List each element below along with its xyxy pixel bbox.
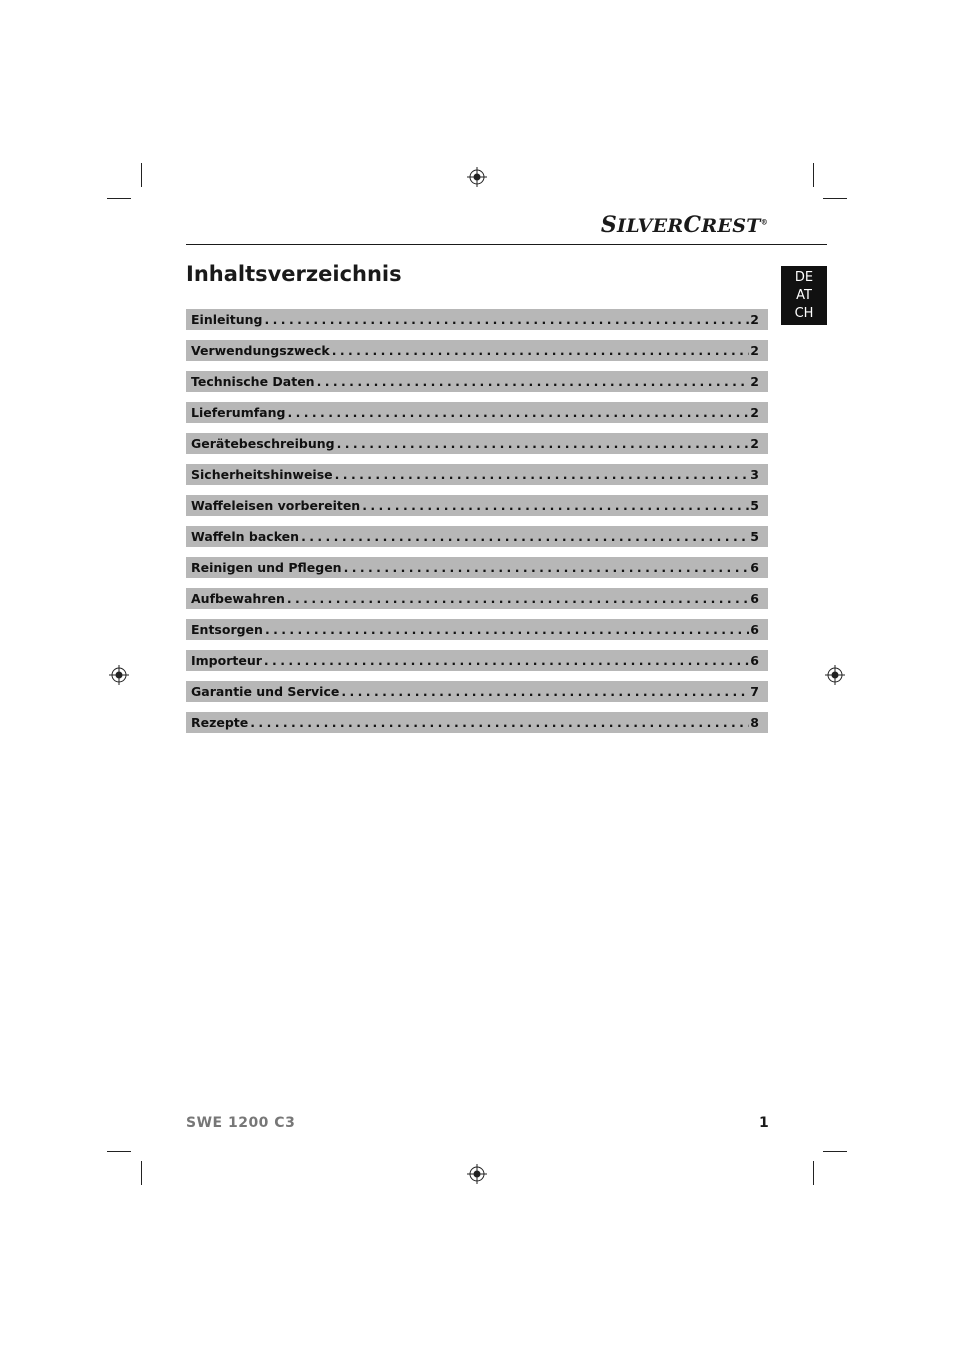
toc-entry-page: 2 [750, 405, 759, 420]
toc-entry-label: Verwendungszweck [191, 343, 330, 358]
crop-mark-top-right-horizontal [823, 198, 847, 199]
toc-entry-label: Technische Daten [191, 374, 315, 389]
toc-entry-page: 3 [750, 467, 759, 482]
toc-leader-dots [287, 591, 749, 606]
toc-entry-lieferumfang[interactable] [186, 402, 768, 423]
registration-mark-top-icon [467, 167, 487, 187]
toc-entry-label: Importeur [191, 653, 262, 668]
footer-model-number: SWE 1200 C3 [186, 1115, 296, 1131]
toc-leader-dots [265, 622, 749, 637]
toc-entry-label: Reinigen und Pflegen [191, 560, 342, 575]
toc-entry-label: Rezepte [191, 715, 249, 730]
toc-entry-einleitung[interactable] [186, 309, 768, 330]
crop-mark-top-left-vertical [141, 163, 142, 187]
toc-entry-reinigen-und-pflegen[interactable] [186, 557, 768, 578]
toc-leader-dots [344, 560, 750, 575]
crop-mark-bottom-left-horizontal [107, 1151, 131, 1152]
toc-leader-dots [335, 467, 750, 482]
toc-entry-page: 6 [750, 591, 759, 606]
toc-entry-page: 2 [750, 312, 759, 327]
toc-leader-dots [341, 684, 749, 699]
language-tab [781, 266, 827, 325]
toc-entry-page: 5 [750, 529, 759, 544]
toc-entry-geraetebeschreibung[interactable] [186, 433, 768, 454]
toc-entry-page: 2 [750, 436, 759, 451]
toc-entry-sicherheitshinweise[interactable] [186, 464, 768, 485]
toc-entry-label: Waffeleisen vorbereiten [191, 498, 361, 513]
toc-entry-page: 5 [750, 498, 759, 513]
table-of-contents [186, 309, 768, 743]
toc-entry-aufbewahren[interactable] [186, 588, 768, 609]
toc-entry-waffeln-backen[interactable] [186, 526, 768, 547]
toc-leader-dots [264, 653, 749, 668]
toc-leader-dots [301, 529, 749, 544]
toc-entry-label: Lieferumfang [191, 405, 286, 420]
toc-entry-page: 7 [750, 684, 759, 699]
toc-entry-page: 6 [750, 653, 759, 668]
crop-mark-bottom-right-vertical [813, 1161, 814, 1185]
toc-leader-dots [362, 498, 749, 513]
toc-entry-page: 6 [750, 560, 759, 575]
toc-entry-label: Gerätebeschreibung [191, 436, 335, 451]
toc-leader-dots [265, 312, 750, 327]
crop-mark-top-right-vertical [813, 163, 814, 187]
crop-mark-top-left-horizontal [107, 198, 131, 199]
toc-entry-label: Sicherheitshinweise [191, 467, 333, 482]
toc-entry-page: 2 [750, 374, 759, 389]
toc-entry-label: Entsorgen [191, 622, 263, 637]
language-code: DE [794, 269, 814, 285]
toc-entry-page: 8 [750, 715, 759, 730]
toc-leader-dots [332, 343, 750, 358]
toc-entry-importeur[interactable] [186, 650, 768, 671]
toc-entry-label: Einleitung [191, 312, 263, 327]
toc-entry-label: Garantie und Service [191, 684, 340, 699]
toc-entry-verwendungszweck[interactable] [186, 340, 768, 361]
toc-entry-page: 6 [750, 622, 759, 637]
language-code: CH [794, 305, 814, 321]
toc-entry-rezepte[interactable] [186, 712, 768, 733]
toc-leader-dots [317, 374, 750, 389]
language-code: AT [796, 287, 812, 303]
toc-entry-page: 2 [750, 343, 759, 358]
registration-mark-left-icon [109, 665, 129, 685]
toc-leader-dots [250, 715, 749, 730]
footer-page-number: 1 [759, 1115, 769, 1131]
toc-entry-technische-daten[interactable] [186, 371, 768, 392]
toc-leader-dots [287, 405, 749, 420]
toc-entry-label: Waffeln backen [191, 529, 300, 544]
toc-entry-waffeleisen-vorbereiten[interactable] [186, 495, 768, 516]
header-rule [186, 244, 827, 245]
crop-mark-bottom-left-vertical [141, 1161, 142, 1185]
registration-mark-bottom-icon [467, 1164, 487, 1184]
crop-mark-bottom-right-horizontal [823, 1151, 847, 1152]
toc-entry-entsorgen[interactable] [186, 619, 768, 640]
page-title: Inhaltsverzeichnis [186, 262, 402, 286]
registration-mark-right-icon [825, 665, 845, 685]
toc-entry-label: Aufbewahren [191, 591, 285, 606]
toc-leader-dots [337, 436, 750, 451]
toc-entry-garantie-und-service[interactable] [186, 681, 768, 702]
silvercrest-logo: SILVERCREST® [600, 212, 768, 238]
